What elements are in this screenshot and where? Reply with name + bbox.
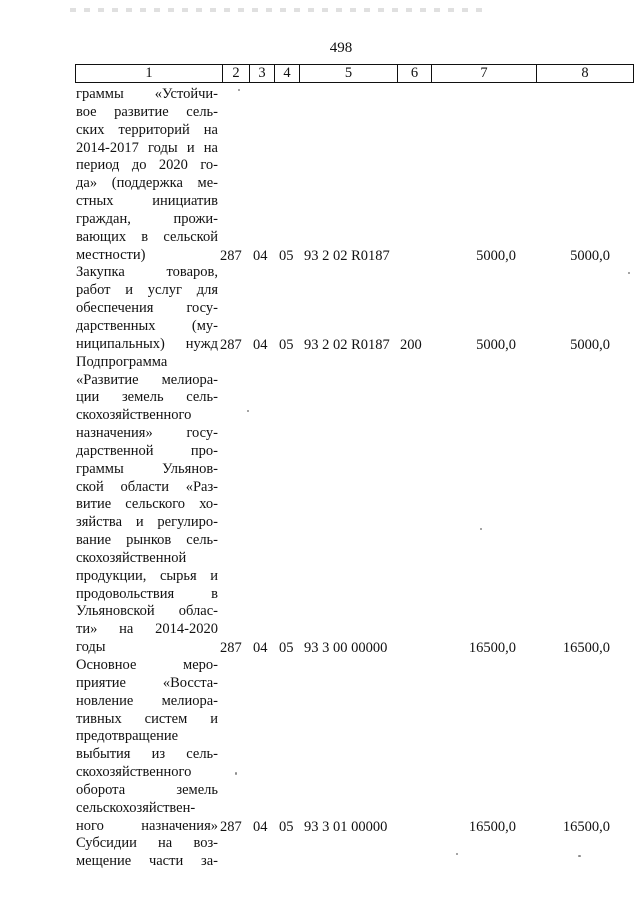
description-line: дарственной про- — [76, 442, 218, 459]
cell-rz: 04 — [253, 336, 268, 353]
cell-rz: 04 — [253, 640, 268, 657]
description-column — [76, 86, 218, 871]
description-line: оборота земель — [76, 781, 218, 798]
scan-speck — [578, 855, 581, 857]
description-line: обеспечения госу- — [76, 300, 218, 317]
description-line: дарственных (му- — [76, 317, 218, 334]
description-line: Закупка товаров, — [76, 264, 218, 281]
description-line: ции земель сель- — [76, 389, 218, 406]
cell-cs: 93 2 02 R0187 — [304, 247, 390, 264]
table-row — [0, 639, 640, 657]
description-line: граммы «Устойчи- — [76, 86, 218, 102]
page-number: 498 — [329, 40, 353, 56]
table-row — [0, 336, 640, 354]
table-row — [0, 818, 640, 836]
cell-gr: 287 — [220, 818, 242, 835]
description-line: витие сельского хо- — [76, 496, 218, 513]
description-line: ниципальных) нужд — [76, 335, 218, 352]
description-line: назначения» госу- — [76, 425, 218, 442]
cell-cs: 93 3 00 00000 — [304, 640, 388, 657]
cell-vr: 200 — [400, 336, 422, 353]
cell-sum-col8: 16500,0 — [562, 640, 610, 657]
scan-speck — [480, 528, 482, 530]
description-line: Субсидии на воз- — [76, 835, 218, 852]
cell-pr: 05 — [279, 247, 294, 264]
header-col-7: 7 — [432, 65, 537, 83]
cell-sum-col8: 5000,0 — [570, 336, 610, 353]
description-line: вающих в сельской — [76, 228, 218, 245]
cell-pr: 05 — [279, 336, 294, 353]
scan-speck — [247, 410, 249, 412]
header-col-4: 4 — [275, 65, 300, 83]
description-line: приятие «Восста- — [76, 674, 218, 691]
cell-cs: 93 3 01 00000 — [304, 818, 388, 835]
cell-gr: 287 — [220, 336, 242, 353]
cell-sum-col8: 16500,0 — [562, 818, 610, 835]
description-line: стных инициатив — [76, 193, 218, 210]
description-line: скохозяйственной — [76, 549, 187, 566]
description-line: ской области «Раз- — [76, 478, 218, 495]
header-col-1: 1 — [76, 65, 223, 83]
description-line: работ и услуг для — [76, 282, 218, 299]
cell-gr: 287 — [220, 247, 242, 264]
header-col-5: 5 — [300, 65, 398, 83]
description-line: граждан, прожи- — [76, 210, 218, 227]
scan-speck — [235, 772, 237, 775]
scan-artifact-top — [70, 8, 490, 12]
description-line: годы — [76, 639, 106, 656]
description-line: новление мелиора- — [76, 692, 218, 709]
scan-speck — [628, 272, 630, 274]
cell-sum-col7: 16500,0 — [468, 818, 516, 835]
description-line: период до 2020 го- — [76, 157, 218, 174]
description-line: предотвращение — [76, 728, 179, 745]
cell-pr: 05 — [279, 818, 294, 835]
header-row — [76, 65, 634, 83]
description-line: Основное меро- — [76, 657, 218, 673]
cell-gr: 287 — [220, 640, 242, 657]
description-line: ти» на 2014-2020 — [76, 621, 218, 638]
description-line: продукции, сырья и — [76, 567, 218, 584]
description-line: зяйства и регулиро- — [76, 514, 218, 531]
description-line: тивных систем и — [76, 710, 218, 727]
cell-pr: 05 — [279, 640, 294, 657]
scan-speck — [456, 853, 458, 855]
description-line: выбытия из сель- — [76, 746, 218, 763]
description-line: Ульяновской облас- — [76, 603, 218, 620]
description-line: вание рынков сель- — [76, 532, 218, 549]
description-line: ного назначения» — [76, 817, 218, 834]
table-header — [75, 64, 634, 83]
cell-sum-col8: 5000,0 — [570, 247, 610, 264]
header-col-6: 6 — [398, 65, 432, 83]
cell-sum-col7: 16500,0 — [468, 640, 516, 657]
description-line: вое развитие сель- — [76, 103, 218, 120]
description-line: местности) — [76, 246, 146, 263]
scan-speck — [238, 89, 240, 91]
description-line: Подпрограмма — [76, 353, 168, 370]
description-line: граммы Ульянов- — [76, 460, 218, 477]
description-line: 2014-2017 годы и на — [76, 139, 218, 156]
header-col-2: 2 — [223, 65, 250, 83]
description-line: «Развитие мелиора- — [76, 371, 218, 388]
cell-cs: 93 2 02 R0187 — [304, 336, 390, 353]
description-line: скохозяйственного — [76, 407, 192, 424]
cell-rz: 04 — [253, 247, 268, 264]
description-line: скохозяйственного — [76, 764, 192, 781]
header-col-3: 3 — [250, 65, 275, 83]
description-line: сельскохозяйствен- — [76, 799, 196, 816]
description-line: мещение части за- — [76, 853, 218, 870]
cell-sum-col7: 5000,0 — [476, 247, 516, 264]
header-col-8: 8 — [537, 65, 634, 83]
cell-sum-col7: 5000,0 — [476, 336, 516, 353]
cell-rz: 04 — [253, 818, 268, 835]
description-line: ских территорий на — [76, 121, 218, 138]
table-row — [0, 247, 640, 265]
description-line: продовольствия в — [76, 585, 218, 602]
description-line: да» (поддержка ме- — [76, 175, 218, 192]
